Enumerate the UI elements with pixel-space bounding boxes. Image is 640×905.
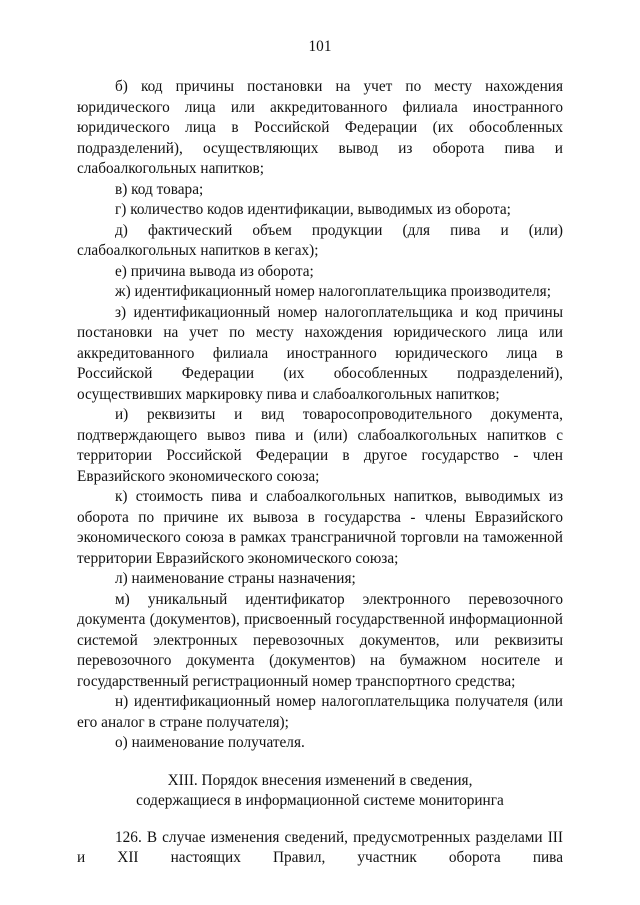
list-item-k: к) стоимость пива и слабоалкогольных напитков, выводимых из оборота по причине их вывоза в государства - члены Евразийского экономического союза в рамках трансграничной торговли на таможенной территории Евразийского экономического союза;: [77, 488, 563, 567]
list-item-m: м) уникальный идентификатор электронного перевозочного документа (документов), присвоенный государственной информационной системой электронных перевозочных документов, или реквизиты перевозочного документа (документов) на бумажном носителе и государственный регистрационный номер транспортного средства;: [77, 590, 563, 690]
document-body: [77, 77, 563, 869]
list-item-n: н) идентификационный номер налогоплательщика получателя (или его аналог в стране получателя);: [77, 693, 563, 731]
page-number: 101: [308, 38, 332, 55]
section-heading-line2: содержащиеся в информационной системе мониторинга: [136, 792, 504, 809]
list-item-l: л) наименование страны назначения;: [115, 570, 356, 587]
section-paragraph-126: 126. В случае изменения сведений, предусмотренных разделами III и XII настоящих Правил, участник оборота пива: [77, 828, 563, 866]
list-item-o: о) наименование получателя.: [115, 734, 305, 751]
section-heading-line1: XIII. Порядок внесения изменений в сведения,: [167, 771, 473, 789]
list-item-e: е) причина вывода из оборота;: [115, 262, 314, 280]
section-heading: [77, 771, 563, 812]
list-item-g: г) количество кодов идентификации, выводимых из оборота;: [115, 201, 511, 218]
list-item-zh: ж) идентификационный номер налогоплательщика производителя;: [115, 283, 551, 300]
list-item-z: з) идентификационный номер налогоплательщика и код причины постановки на учет по месту нахождения юридического лица или аккредитованного филиала иностранного юридического лица в Российской Федерации (их обособленных подразделений), осуществивших маркировку пива и слабоалкогольных напитков;: [77, 303, 563, 403]
list-item-v: в) код товара;: [115, 180, 204, 198]
list-item-d: д) фактический объем продукции (для пива и (или) слабоалкогольных напитков в кегах);: [77, 221, 563, 259]
list-item-b: б) код причины постановки на учет по месту нахождения юридического лица или аккредитованного филиала иностранного юридического лица в Российской Федерации (их обособленных подразделений), осуществляющих вывод из оборота пива и слабоалкогольных напитков;: [77, 78, 563, 177]
list-item-i: и) реквизиты и вид товаросопроводительного документа, подтверждающего вывоз пива и (или) слабоалкогольных напитков с территории Российской Федерации в другое государство - член Евразийского экономического союза;: [77, 406, 563, 485]
